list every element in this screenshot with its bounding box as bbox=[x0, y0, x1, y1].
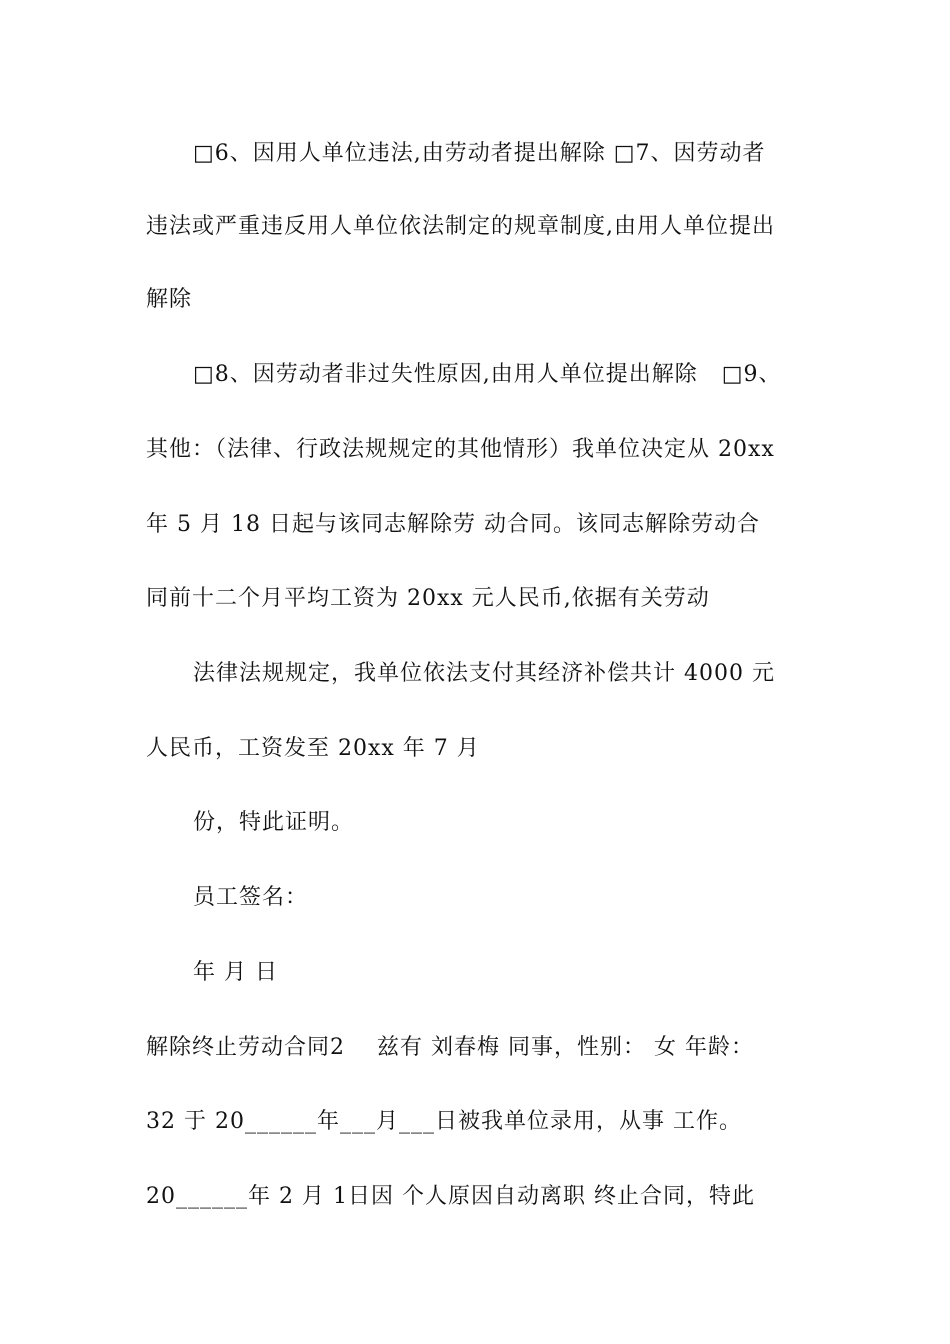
paragraph-line: □6、因用人单位违法,由劳动者提出解除 □7、因劳动者 bbox=[193, 141, 766, 166]
paragraph-line: 违法或严重违反用人单位依法制定的规章制度,由用人单位提出 bbox=[146, 214, 775, 239]
paragraph-line: 20______年 2 月 1日因 个人原因自动离职 终止合同，特此 bbox=[146, 1184, 755, 1209]
paragraph-line: 法律法规规定，我单位依法支付其经济补偿共计 4000 元 bbox=[193, 661, 775, 686]
paragraph-line: 解除 bbox=[146, 287, 193, 312]
date-line: 年 月 日 bbox=[193, 960, 278, 985]
section-heading-line: 解除终止劳动合同2 兹有 刘春梅 同事，性别： 女 年龄： bbox=[146, 1035, 754, 1060]
paragraph-line: 份，特此证明。 bbox=[193, 810, 355, 835]
signature-label: 员工签名： bbox=[193, 885, 309, 910]
paragraph-line: 其他：（法律、行政法规规定的其他情形）我单位决定从 20xx bbox=[146, 437, 775, 462]
paragraph-line: □8、因劳动者非过失性原因,由用人单位提出解除 □9、 bbox=[193, 362, 782, 387]
paragraph-line: 人民币，工资发至 20xx 年 7 月 bbox=[146, 736, 480, 761]
paragraph-line: 同前十二个月平均工资为 20xx 元人民币,依据有关劳动 bbox=[146, 586, 710, 611]
paragraph-line: 32 于 20______年___月___日被我单位录用，从事 工作。 bbox=[146, 1109, 742, 1134]
paragraph-line: 年 5 月 18 日起与该同志解除劳 动合同。该同志解除劳动合 bbox=[146, 512, 760, 537]
